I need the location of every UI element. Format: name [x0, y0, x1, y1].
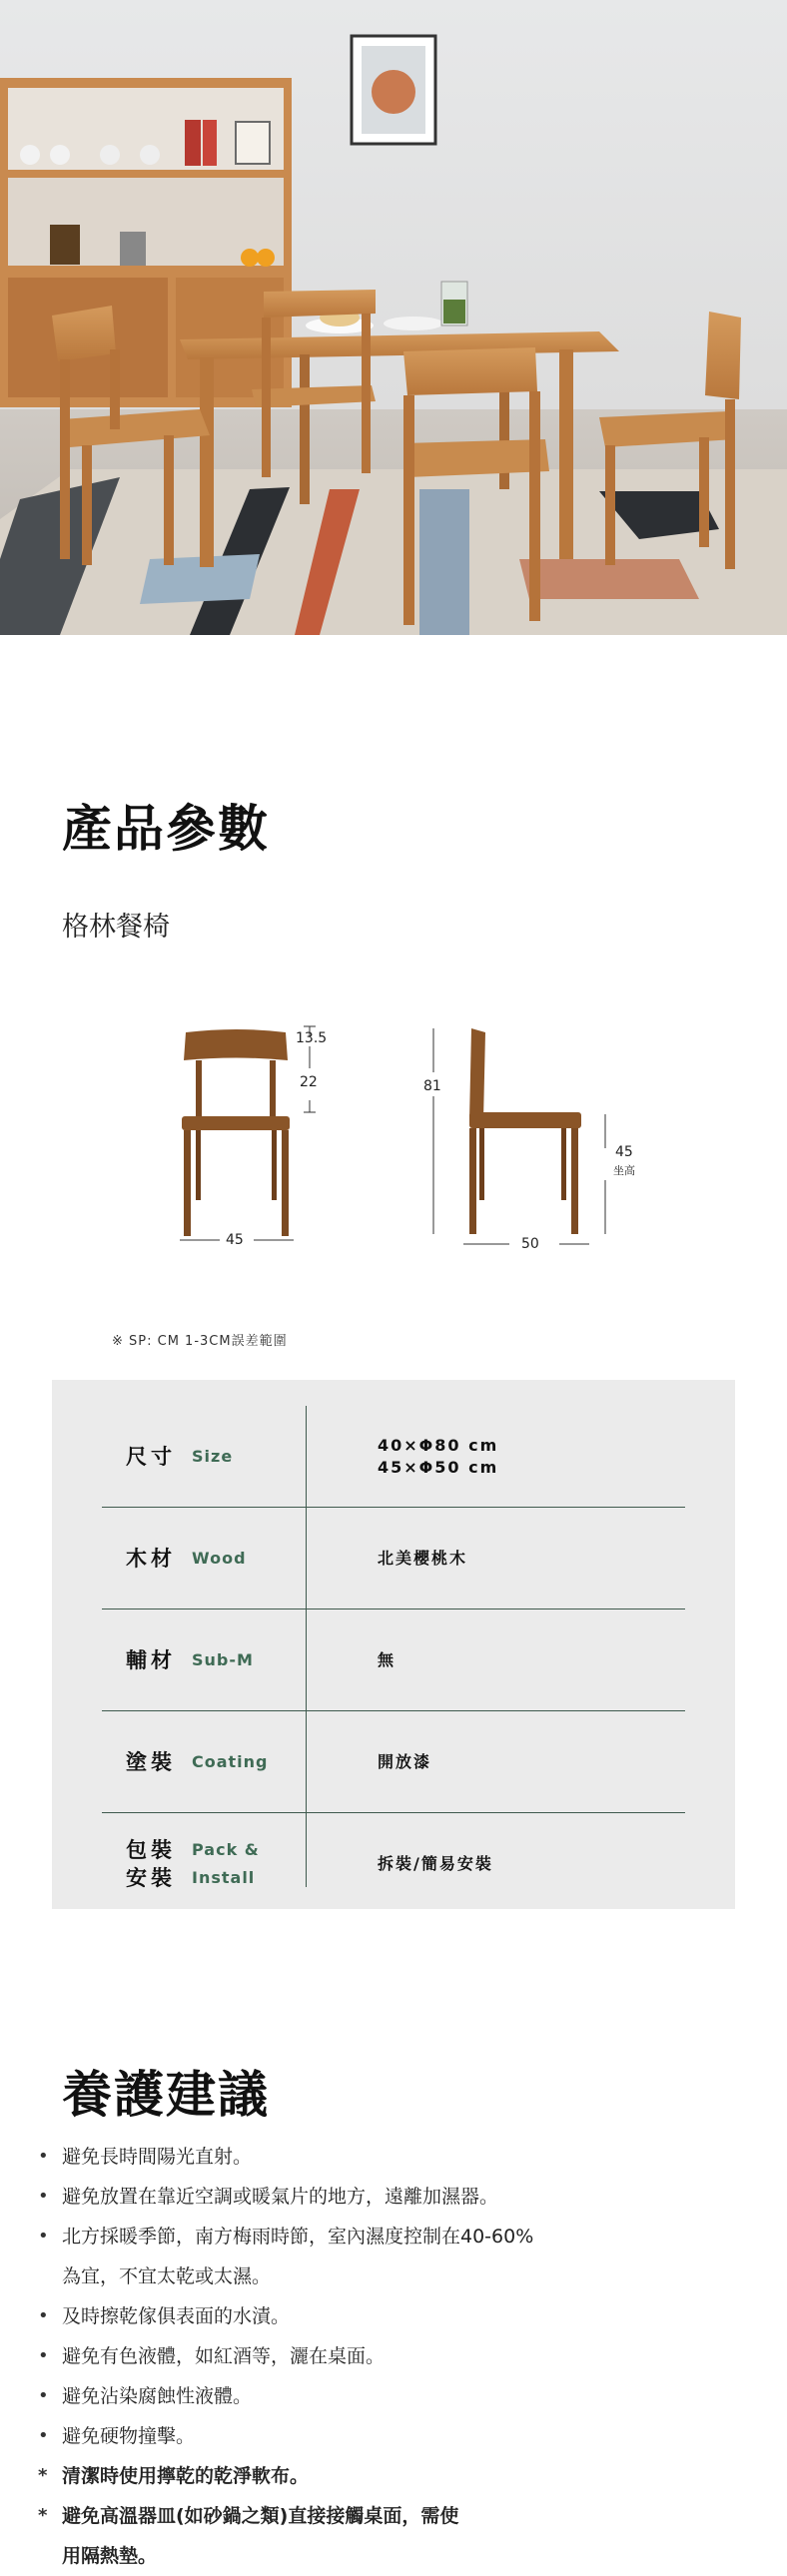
spec-key-en: Wood — [192, 1548, 247, 1568]
section-title-care: 養護建議 — [62, 2066, 270, 2124]
care-item-text: 北方採暖季節，南方梅雨時節，室內濕度控制在40-60% — [62, 2226, 534, 2248]
care-item — [36, 2217, 755, 2256]
bullet-marker: • — [38, 2146, 49, 2167]
spec-key-zh: 木材 — [126, 1546, 176, 1571]
bullet-marker: • — [38, 2226, 49, 2247]
care-item-text: 為宜，不宜太乾或太濕。 — [62, 2265, 272, 2287]
spec-key-zh: 塗裝 — [126, 1749, 176, 1774]
spec-row-size — [102, 1406, 685, 1508]
star-marker: * — [38, 2505, 48, 2526]
dim-seat-height-label: 坐高 — [613, 1164, 635, 1177]
bullet-marker: • — [38, 2425, 49, 2446]
care-item-text: 清潔時使用擰乾的乾淨軟布。 — [62, 2465, 310, 2487]
spec-value: 40×Φ80 cm — [378, 1435, 499, 1455]
care-item — [36, 2456, 755, 2496]
spec-value: 拆裝/簡易安裝 — [378, 1854, 493, 1873]
side-view-chair — [469, 1028, 581, 1234]
care-item — [36, 2256, 755, 2296]
care-item-text: 用隔熱墊。 — [62, 2545, 158, 2567]
care-item — [36, 2416, 755, 2456]
hero-photo — [0, 0, 787, 635]
bullet-marker: • — [38, 2186, 49, 2207]
spec-key-en: Sub-M — [192, 1649, 254, 1669]
spec-key-en: Coating — [192, 1751, 269, 1771]
spec-key-zh: 尺寸 — [126, 1444, 176, 1469]
dim-back-height: 22 — [300, 1074, 318, 1090]
dim-back-top: 13.5 — [296, 1030, 328, 1046]
dimension-drawing — [0, 1008, 787, 1278]
dim-side-depth: 50 — [521, 1236, 539, 1252]
spec-row-pack-install — [102, 1813, 685, 1915]
spec-value: 45×Φ50 cm — [378, 1457, 499, 1477]
spec-key-en: Pack & — [192, 1840, 260, 1859]
dim-front-width: 45 — [226, 1232, 244, 1248]
spec-value: 無 — [378, 1649, 396, 1669]
side-measure-lines — [433, 1028, 605, 1244]
care-item — [36, 2296, 755, 2336]
care-item-text: 避免長時間陽光直射。 — [62, 2146, 253, 2168]
chair-dimension-diagram — [0, 1008, 787, 1278]
size-tolerance-note: ※ SP: CM 1-3CM誤差範圍 — [112, 1334, 288, 1349]
front-view-chair — [182, 1029, 290, 1236]
bullet-marker: • — [38, 2385, 49, 2406]
care-item-text: 避免有色液體，如紅酒等，灑在桌面。 — [62, 2345, 386, 2367]
product-name: 格林餐椅 — [62, 912, 170, 943]
care-item-text: 避免沾染腐蝕性液體。 — [62, 2385, 253, 2407]
dim-total-height: 81 — [423, 1078, 441, 1094]
care-item-text: 避免高溫器皿(如砂鍋之類)直接接觸桌面，需使 — [62, 2505, 459, 2527]
care-item — [36, 2536, 755, 2576]
spec-key-zh: 輔材 — [126, 1647, 176, 1672]
care-item-text: 避免放置在靠近空調或暖氣片的地方，遠離加濕器。 — [62, 2186, 499, 2208]
spec-row-wood — [102, 1508, 685, 1610]
care-item-text: 及時擦乾傢俱表面的水漬。 — [62, 2305, 291, 2327]
spec-value: 開放漆 — [378, 1751, 432, 1771]
care-item — [36, 2336, 755, 2376]
section-title-params: 產品參數 — [62, 800, 270, 858]
care-item — [36, 2376, 755, 2416]
dining-room-illustration — [0, 0, 787, 635]
dim-seat-height: 45 — [615, 1144, 633, 1160]
spec-key-en: Install — [192, 1868, 256, 1887]
specs-table — [52, 1380, 735, 1909]
star-marker: * — [38, 2465, 48, 2486]
care-item — [36, 2137, 755, 2177]
spec-key-en: Size — [192, 1446, 234, 1466]
spec-row-sub-material — [102, 1610, 685, 1711]
care-item — [36, 2177, 755, 2217]
bullet-marker: • — [38, 2305, 49, 2326]
spec-row-coating — [102, 1711, 685, 1813]
care-list — [36, 2137, 755, 2576]
care-item — [36, 2496, 755, 2536]
bullet-marker: • — [38, 2345, 49, 2366]
care-item-text: 避免硬物撞擊。 — [62, 2425, 196, 2447]
spec-key-zh: 包裝 — [126, 1838, 176, 1862]
spec-key-zh: 安裝 — [126, 1866, 176, 1890]
spec-value: 北美櫻桃木 — [378, 1548, 468, 1568]
